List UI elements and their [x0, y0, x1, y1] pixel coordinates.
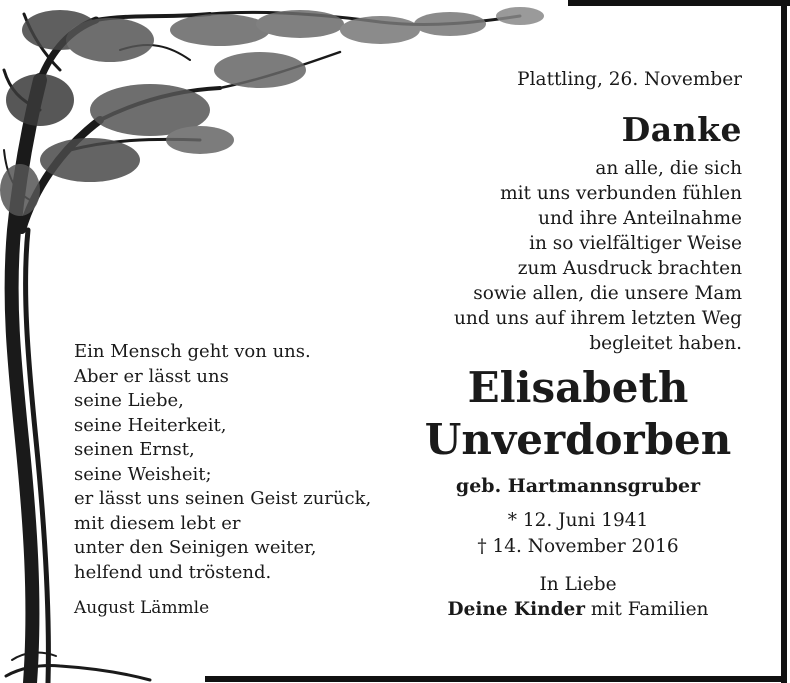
poem-line: Aber er lässt uns: [74, 365, 229, 387]
death-date: † 14. November 2016: [477, 536, 679, 557]
thanks-line: zum Ausdruck brachten: [517, 258, 742, 279]
poem-line: Ein Mensch geht von uns.: [74, 341, 311, 362]
poem-line: seine Liebe,: [74, 390, 184, 411]
maiden-name: geb. Hartmannsgruber: [455, 475, 701, 497]
deceased-first-name: Elisabeth: [467, 363, 689, 412]
birth-date: * 12. Juni 1941: [507, 510, 649, 531]
thanks-line: sowie allen, die unsere Mam: [473, 283, 742, 304]
poem-line: seine Heiterkeit,: [74, 414, 227, 436]
deceased-last-name: Unverdorben: [424, 415, 732, 464]
poem-line: helfend und tröstend.: [74, 561, 272, 583]
poem-line: mit diesem lebt er: [74, 512, 241, 534]
thanks-title: Danke: [621, 110, 742, 149]
poem-line: er lässt uns seinen Geist zurück,: [74, 488, 372, 509]
poem-line: seinen Ernst,: [74, 439, 195, 460]
thanks-line: und ihre Anteilnahme: [538, 208, 742, 229]
poem-line: unter den Seinigen weiter,: [74, 537, 317, 558]
thanks-text: [454, 156, 742, 356]
signature-family-rest: mit Familien: [585, 599, 709, 620]
poem-author: August Lämmle: [74, 598, 210, 618]
place-date: Plattling, 26. November: [517, 69, 742, 90]
poem-line: seine Weisheit;: [74, 463, 212, 485]
thanks-line: begleitet haben.: [589, 333, 742, 354]
thanks-line: in so vielfältiger Weise: [529, 233, 742, 254]
thanks-line: und uns auf ihrem letzten Weg: [454, 308, 742, 329]
signature-family: [400, 599, 756, 620]
signature-family-bold: Deine Kinder: [447, 599, 586, 620]
thanks-line: an alle, die sich: [595, 158, 742, 179]
frame-right-border: [781, 0, 787, 683]
frame-top-border: [568, 0, 790, 6]
thanks-line: mit uns verbunden fühlen: [500, 183, 742, 204]
signature-intro: In Liebe: [539, 574, 617, 595]
poem: [74, 340, 371, 585]
